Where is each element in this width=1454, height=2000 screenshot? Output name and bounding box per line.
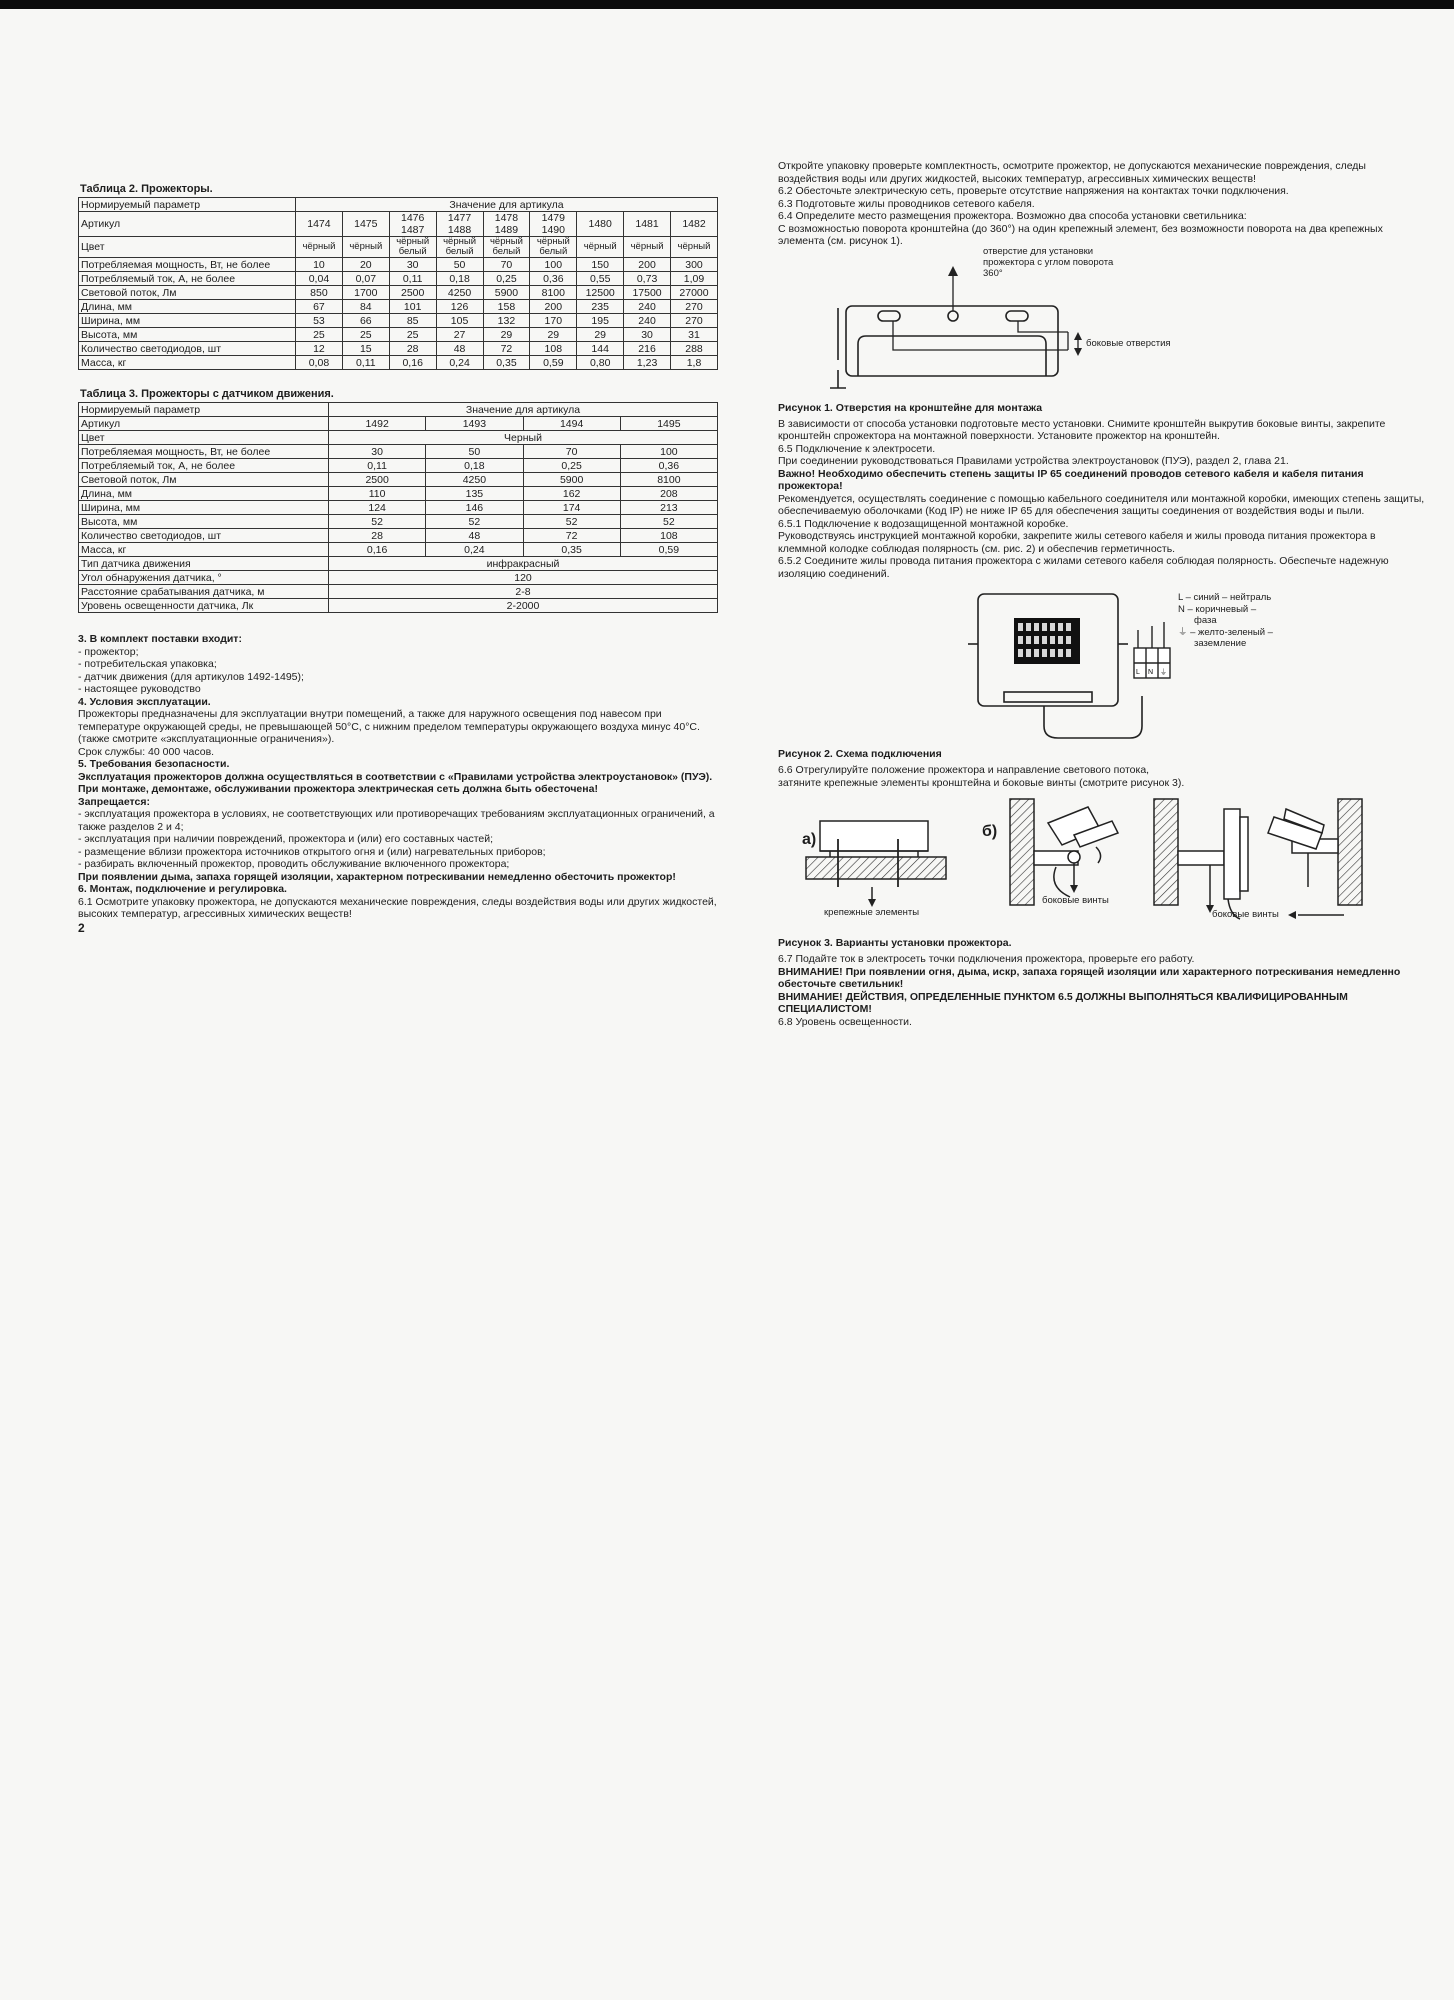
row-value: 2-8 [329, 585, 718, 599]
row-value: 52 [523, 515, 620, 529]
row-value: 100 [620, 445, 717, 459]
row-value: 270 [671, 314, 718, 328]
table-row [79, 599, 718, 613]
row-value: 288 [671, 342, 718, 356]
article-number: 1475 [354, 218, 378, 230]
row-value: 0,36 [530, 272, 577, 286]
row-label: Длина, мм [79, 300, 296, 314]
table2-header-row [79, 198, 718, 212]
row-value: 0,24 [436, 356, 483, 370]
paragraph: - разбирать включенный прожектор, проводить обслуживание включенного прожектора; [78, 858, 510, 870]
table-row [79, 286, 718, 300]
color-value: белый [445, 246, 474, 257]
color-cell [671, 237, 718, 258]
right-text-3 [778, 764, 1426, 789]
row-value: 4250 [426, 473, 523, 487]
row-value: 29 [577, 328, 624, 342]
color-value: чёрный [536, 236, 570, 247]
paragraph: При появлении дыма, запаха горящей изоляции, характерном потрескивании немедленно обесточить прожектор! [78, 870, 676, 883]
row-value: 124 [329, 501, 426, 515]
row-label: Масса, кг [79, 356, 296, 370]
row-value: 158 [483, 300, 530, 314]
row-value: 0,35 [523, 543, 620, 557]
row-value: 144 [577, 342, 624, 356]
right-text-2 [778, 418, 1426, 581]
row-value: 132 [483, 314, 530, 328]
table-row [79, 445, 718, 459]
article-cell [624, 212, 671, 237]
paragraph: 6.2 Обесточьте электрическую сеть, проверьте отсутствие напряжения на контактах точки подключения. [778, 185, 1289, 197]
table-row [79, 328, 718, 342]
row-value: 85 [389, 314, 436, 328]
paragraph: 6.1 Осмотрите упаковку прожектора, не допускаются механические повреждения, следы воздействия воды или других жидкостей, высоких температур, агрессивных химических веществ! [78, 895, 717, 920]
paragraph: - настоящее руководство [78, 683, 201, 695]
row-value: 30 [624, 328, 671, 342]
article-cell [296, 212, 343, 237]
article-number: 1482 [682, 218, 706, 230]
paragraph: 6. Монтаж, подключение и регулировка. [78, 883, 287, 895]
paragraph: Рекомендуется, осуществлять соединение с помощью кабельного соединителя или монтажной коробки, имеющих степень защиты, обеспечиваемую оболочками (Код IP) не ниже IP 65 для обеспечения защиты соединения от воздействия воды и пыли. [778, 492, 1425, 517]
row-value: 30 [329, 445, 426, 459]
row-label: Длина, мм [79, 487, 329, 501]
row-value: 25 [389, 328, 436, 342]
paragraph: - датчик движения (для артикулов 1492-1495); [78, 670, 304, 683]
row-value: 2500 [389, 286, 436, 300]
legend-line-3: фаза [1194, 615, 1217, 626]
paragraph: 6.5 Подключение к электросети. [778, 442, 936, 455]
row-value: 27 [436, 328, 483, 342]
table-row [79, 342, 718, 356]
row-value: 216 [624, 342, 671, 356]
row-value: 174 [523, 501, 620, 515]
value-header: Значение для артикула [296, 198, 718, 212]
paragraph: При соединении руководствоваться Правилами устройства электроустановок (ПУЭ), раздел 2, глава 21. [778, 455, 1289, 467]
article-cell [389, 212, 436, 237]
table-row [79, 487, 718, 501]
color-value: чёрный [583, 241, 617, 252]
row-value: 66 [342, 314, 389, 328]
row-value: 0,25 [523, 459, 620, 473]
row-value: 52 [426, 515, 523, 529]
row-value: 162 [523, 487, 620, 501]
figure-2-legend [1178, 592, 1273, 650]
color-cell [577, 237, 624, 258]
row-label: Световой поток, Лм [79, 473, 329, 487]
row-value: 120 [329, 571, 718, 585]
row-value: 146 [426, 501, 523, 515]
article-number: 1480 [588, 218, 612, 230]
paragraph: Эксплуатация прожекторов должна осуществляться в соответствии с «Правилами устройства электроустановок» (ПУЭ). [78, 770, 713, 783]
row-value: 12500 [577, 286, 624, 300]
color-value: белый [398, 246, 427, 257]
figure-1-caption: Рисунок 1. Отверстия на кронштейне для монтажа [778, 401, 1043, 414]
row-value: 8100 [530, 286, 577, 300]
figure-3 [778, 795, 1426, 933]
row-value: 0,59 [620, 543, 717, 557]
row-value: 12 [296, 342, 343, 356]
color-value: чёрный [302, 241, 336, 252]
figure-2 [778, 586, 1426, 744]
paragraph: - прожектор; [78, 645, 139, 658]
row-value: 72 [523, 529, 620, 543]
row-value: 235 [577, 300, 624, 314]
row-label: Тип датчика движения [79, 557, 329, 571]
row-value: 15 [342, 342, 389, 356]
row-value: 126 [436, 300, 483, 314]
color-cell [483, 237, 530, 258]
row-value: 108 [530, 342, 577, 356]
row-value: 213 [620, 501, 717, 515]
terminal-label: N [1148, 669, 1154, 676]
article-number: 1479 [541, 212, 565, 224]
color-cell [389, 237, 436, 258]
row-label: Угол обнаружения датчика, ° [79, 571, 329, 585]
table-row [79, 501, 718, 515]
article-cell [342, 212, 389, 237]
row-value: 0,11 [389, 272, 436, 286]
row-value: 5900 [483, 286, 530, 300]
figure-3-label-b: б) [982, 823, 998, 840]
color-label: Цвет [79, 237, 296, 258]
color-value: чёрный [489, 236, 523, 247]
row-value: 1,09 [671, 272, 718, 286]
paragraph: 6.4 Определите место размещения прожектора. Возможно два способа установки светильника: [778, 210, 1247, 222]
row-value: 25 [342, 328, 389, 342]
row-label: Световой поток, Лм [79, 286, 296, 300]
color-value: чёрный [396, 236, 430, 247]
table2 [78, 197, 718, 370]
row-value: 2-2000 [329, 599, 718, 613]
paragraph: ВНИМАНИЕ! При появлении огня, дыма, искр, запаха горящей изоляции или характерного потрескивания немедленно обесточьте светильник! [778, 965, 1401, 990]
row-value: 0,55 [577, 272, 624, 286]
table2-article-row [79, 212, 718, 237]
row-label: Потребляемая мощность, Вт, не более [79, 258, 296, 272]
color-value: чёрный [349, 241, 383, 252]
row-value: 4250 [436, 286, 483, 300]
paragraph: Срок службы: 40 000 часов. [78, 745, 215, 758]
row-value: 28 [329, 529, 426, 543]
row-value: 850 [296, 286, 343, 300]
table-row [79, 258, 718, 272]
left-column [78, 183, 718, 935]
row-label: Высота, мм [79, 515, 329, 529]
paragraph: 6.6 Отрегулируйте положение прожектора и направление светового потока, [778, 764, 1150, 776]
row-value: 195 [577, 314, 624, 328]
paragraph: При монтаже, демонтаже, обслуживании прожектора электрическая сеть должна быть обесточена! [78, 783, 598, 795]
paragraph: Руководствуясь инструкцией монтажной коробки, закрепите жилы сетевого кабеля и жилы провода питания прожектора в клеммной колодке соблюдая полярность (см. рис. 2) и обеспечив герметичность. [778, 530, 1376, 555]
top-rule [0, 0, 1454, 9]
figure-1 [778, 245, 1426, 398]
row-value: 30 [389, 258, 436, 272]
row-value: 48 [426, 529, 523, 543]
row-value: 270 [671, 300, 718, 314]
article-cell [671, 212, 718, 237]
row-value: 0,08 [296, 356, 343, 370]
value-header: Значение для артикула [329, 403, 718, 417]
row-value: 0,16 [389, 356, 436, 370]
table-row [79, 473, 718, 487]
row-value: 110 [329, 487, 426, 501]
figure-1-label-top: отверстие для установки прожектора с углом поворота 360° [983, 245, 1114, 279]
row-value: 0,11 [342, 356, 389, 370]
legend-line-5: заземление [1194, 638, 1247, 649]
row-value: 0,24 [426, 543, 523, 557]
row-value: 0,18 [426, 459, 523, 473]
paragraph: - эксплуатация при наличии повреждений, прожектора и (или) его составных частей; [78, 833, 494, 845]
paragraph: 5. Требования безопасности. [78, 758, 230, 770]
row-value: инфракрасный [329, 557, 718, 571]
article-number: 1476 [401, 212, 425, 224]
figure-1-label-side: боковые отверстия [1086, 337, 1171, 349]
article-number: 1489 [494, 224, 519, 236]
color-value: чёрный [443, 236, 477, 247]
row-value: 29 [530, 328, 577, 342]
right-column [778, 160, 1426, 1028]
row-value: 17500 [624, 286, 671, 300]
table3-article-row [79, 417, 718, 431]
table-row [79, 272, 718, 286]
paragraph: Откройте упаковку проверьте комплектность, осмотрите прожектор, не допускаются механические повреждения, следы воздействия воды или других жидкостей, высоких температур, агрессивных химических веществ! [778, 160, 1366, 185]
color-label: Цвет [79, 431, 329, 445]
paragraph: - эксплуатация прожектора в условиях, не соответствующих или противоречащих требованиям эксплуатационных ограничений, а также разделов 2 и 4; [78, 808, 715, 833]
table-row [79, 529, 718, 543]
row-value: 25 [296, 328, 343, 342]
row-value: 100 [530, 258, 577, 272]
paragraph: С возможностью поворота кронштейна (до 360°) на один крепежный элемент, без возможности поворота на два крепежных элемента (см. рисунок 1). [778, 222, 1383, 247]
article-number: 1474 [307, 218, 331, 230]
param-header: Нормируемый параметр [79, 403, 329, 417]
row-value: 70 [483, 258, 530, 272]
row-value: 0,73 [624, 272, 671, 286]
paragraph: 6.3 Подготовьте жилы проводников сетевого кабеля. [778, 197, 1035, 210]
row-value: 28 [389, 342, 436, 356]
article-cell [436, 212, 483, 237]
article-number: 1490 [541, 224, 565, 236]
table3-caption: Таблица 3. Прожекторы с датчиком движения. [80, 388, 334, 400]
paragraph: 6.5.1 Подключение к водозащищенной монтажной коробке. [778, 517, 1069, 530]
row-value: 8100 [620, 473, 717, 487]
paragraph: 4. Условия эксплуатации. [78, 695, 211, 708]
row-value: 108 [620, 529, 717, 543]
row-label: Потребляемая мощность, Вт, не более [79, 445, 329, 459]
paragraph: 6.7 Подайте ток в электросеть точки подключения прожектора, проверьте его работу. [778, 953, 1195, 965]
row-label: Потребляемый ток, А, не более [79, 459, 329, 473]
terminal-label: ⏚ [1160, 669, 1167, 676]
table3-color-row [79, 431, 718, 445]
article-number: 1481 [635, 218, 659, 230]
row-value: 50 [426, 445, 523, 459]
row-value: 1,8 [671, 356, 718, 370]
figure-3-label-screws-2: боковые винты [1212, 909, 1279, 920]
row-value: 0,59 [530, 356, 577, 370]
figure-3-label-a: а) [802, 831, 817, 848]
article-label: Артикул [79, 212, 296, 237]
row-value: 72 [483, 342, 530, 356]
row-value: 27000 [671, 286, 718, 300]
row-value: 70 [523, 445, 620, 459]
color-value: белый [492, 246, 521, 257]
figure-2-caption: Рисунок 2. Схема подключения [778, 748, 942, 760]
color-cell [296, 237, 343, 258]
row-value: 50 [436, 258, 483, 272]
paragraph: 3. В комплект поставки входит: [78, 633, 242, 645]
article-number: 1495 [620, 417, 717, 431]
color-cell [530, 237, 577, 258]
paragraph: Важно! Необходимо обеспечить степень защиты IP 65 соединений проводов сетевого кабеля и кабеля питания прожектора! [778, 467, 1364, 492]
paragraph: - размещение вблизи прожектора источников открытого огня и (или) нагревательных приборов; [78, 845, 546, 858]
row-value: 240 [624, 300, 671, 314]
row-value: 101 [389, 300, 436, 314]
paragraph: Прожекторы предназначены для эксплуатации внутри помещений, а также для наружного освещения под навесом при температуре окружающей среды, не превышающей 50°С, с нижним пределом температуры окружающего воздуха минус 40°С. (также смотрите «эксплуатационные ограничения»). [78, 708, 700, 745]
paragraph: 6.5.2 Соедините жилы провода питания прожектора с жилами сетевого кабеля соблюдая полярность. Обеспечьте надежную изоляцию соединений. [778, 555, 1389, 580]
figure-2-drawing [778, 586, 1426, 744]
page-number: 2 [78, 920, 85, 935]
row-value: 29 [483, 328, 530, 342]
row-value: 0,18 [436, 272, 483, 286]
row-value: 300 [671, 258, 718, 272]
row-value: 10 [296, 258, 343, 272]
row-label: Масса, кг [79, 543, 329, 557]
color-value: чёрный [630, 241, 664, 252]
table-row [79, 571, 718, 585]
row-value: 0,25 [483, 272, 530, 286]
article-label: Артикул [79, 417, 329, 431]
row-label: Количество светодиодов, шт [79, 342, 296, 356]
article-cell [530, 212, 577, 237]
legend-line-1: L – синий – нейтраль [1178, 592, 1272, 603]
paragraph: В зависимости от способа установки подготовьте место установки. Снимите кронштейн выкрутив боковые винты, закрепите кронштейн спрожектора на монтажной поверхности. Установите прожектор на кронштейн. [778, 417, 1386, 442]
row-value: 31 [671, 328, 718, 342]
row-value: 2500 [329, 473, 426, 487]
row-value: 135 [426, 487, 523, 501]
row-value: 20 [342, 258, 389, 272]
paragraph: Запрещается: [78, 795, 151, 808]
article-number: 1487 [401, 224, 425, 236]
figure-3-label-fasteners: крепежные элементы [824, 907, 920, 918]
row-value: 1,23 [624, 356, 671, 370]
paragraph: - потребительская упаковка; [78, 658, 217, 670]
legend-line-2: N – коричневый – [1178, 603, 1257, 615]
color-value: Черный [329, 431, 718, 445]
table-row [79, 585, 718, 599]
color-value: белый [539, 246, 568, 257]
row-value: 0,04 [296, 272, 343, 286]
row-value: 52 [620, 515, 717, 529]
article-number: 1488 [447, 224, 472, 236]
right-text-4 [778, 953, 1426, 1028]
row-label: Высота, мм [79, 328, 296, 342]
table3-header-row [79, 403, 718, 417]
figure-3-label-screws-1: боковые винты [1042, 895, 1109, 906]
row-label: Количество светодиодов, шт [79, 529, 329, 543]
table2-color-row [79, 237, 718, 258]
color-cell [342, 237, 389, 258]
row-value: 0,07 [342, 272, 389, 286]
row-value: 170 [530, 314, 577, 328]
article-number: 1478 [494, 212, 519, 224]
article-number: 1494 [523, 417, 620, 431]
row-value: 200 [530, 300, 577, 314]
row-value: 208 [620, 487, 717, 501]
row-value: 5900 [523, 473, 620, 487]
terminal-label: L [1136, 669, 1140, 676]
row-value: 0,11 [329, 459, 426, 473]
table-row [79, 543, 718, 557]
right-text-1 [778, 160, 1426, 248]
paragraph: затяните крепежные элементы кронштейна и боковые винты (смотрите рисунок 3). [778, 776, 1185, 789]
row-label: Уровень освещенности датчика, Лк [79, 599, 329, 613]
row-value: 67 [296, 300, 343, 314]
row-value: 52 [329, 515, 426, 529]
color-cell [436, 237, 483, 258]
color-cell [624, 237, 671, 258]
table-row [79, 515, 718, 529]
table-row [79, 300, 718, 314]
article-number: 1492 [329, 417, 426, 431]
figure-3-caption: Рисунок 3. Варианты установки прожектора. [778, 937, 1012, 949]
row-value: 1700 [342, 286, 389, 300]
table-row [79, 314, 718, 328]
table2-caption: Таблица 2. Прожекторы. [80, 183, 213, 195]
article-number: 1477 [447, 212, 472, 224]
color-value: чёрный [677, 241, 711, 252]
table-row [79, 459, 718, 473]
left-text [78, 633, 718, 921]
article-cell [483, 212, 530, 237]
legend-line-4: ⏚ – желто-зеленый – [1178, 626, 1273, 638]
param-header: Нормируемый параметр [79, 198, 296, 212]
row-label: Ширина, мм [79, 314, 296, 328]
row-value: 240 [624, 314, 671, 328]
row-label: Расстояние срабатывания датчика, м [79, 585, 329, 599]
table-row [79, 557, 718, 571]
row-value: 48 [436, 342, 483, 356]
row-value: 150 [577, 258, 624, 272]
row-value: 0,36 [620, 459, 717, 473]
row-value: 0,16 [329, 543, 426, 557]
article-number: 1493 [426, 417, 523, 431]
row-value: 53 [296, 314, 343, 328]
article-cell [577, 212, 624, 237]
row-label: Потребляемый ток, А, не более [79, 272, 296, 286]
paragraph: 6.8 Уровень освещенности. [778, 1015, 912, 1028]
row-value: 84 [342, 300, 389, 314]
row-value: 105 [436, 314, 483, 328]
row-value: 0,35 [483, 356, 530, 370]
row-label: Ширина, мм [79, 501, 329, 515]
table-row [79, 356, 718, 370]
row-value: 0,80 [577, 356, 624, 370]
table3 [78, 402, 718, 613]
paragraph: ВНИМАНИЕ! ДЕЙСТВИЯ, ОПРЕДЕЛЕННЫЕ ПУНКТОМ 6.5 ДОЛЖНЫ ВЫПОЛНЯТЬСЯ КВАЛИФИЦИРОВАННЫМ СПЕЦИАЛИСТОМ! [778, 990, 1348, 1015]
row-value: 200 [624, 258, 671, 272]
